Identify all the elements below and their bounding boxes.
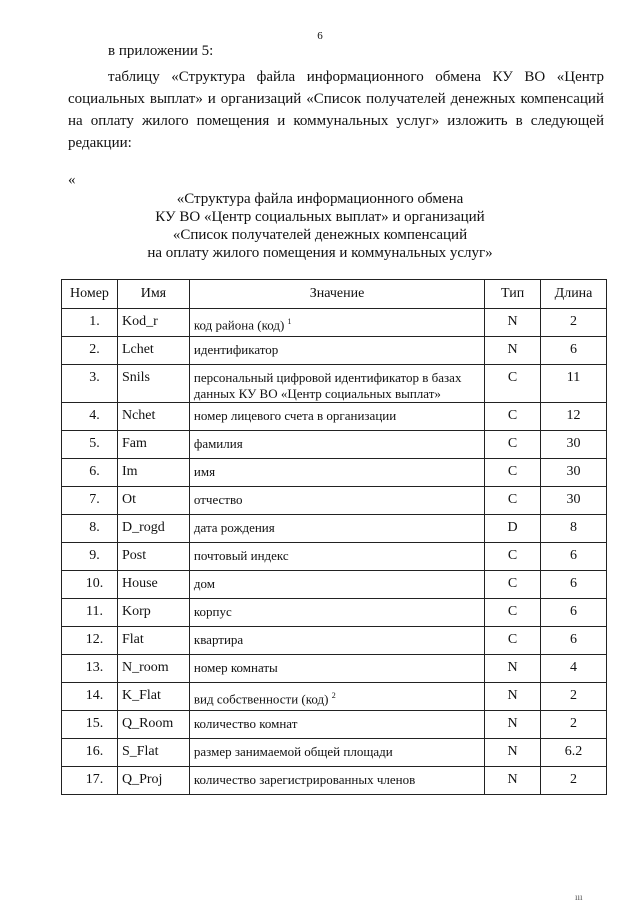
row-length [541,655,607,683]
row-value [189,365,484,403]
row-name [117,655,189,683]
row-length-text: 2 [570,716,578,731]
header-value: Значение [189,280,484,309]
row-number [62,515,118,543]
row-number-text: 1. [89,314,100,329]
row-value-text: количество комнат [193,716,298,731]
row-number [62,431,118,459]
row-name [117,431,189,459]
table-row [62,571,607,599]
table-title [0,190,640,262]
row-length [541,739,607,767]
row-number [62,487,118,515]
row-value [189,309,484,337]
opening-quote: « [68,172,76,188]
row-type [485,711,541,739]
row-name [117,767,189,795]
row-length-text: 6 [570,342,578,357]
row-name-text: Q_Room [121,716,174,731]
row-number-text: 7. [89,492,100,507]
row-type [485,739,541,767]
row-length-text: 11 [566,370,581,385]
row-length [541,543,607,571]
row-value [189,599,484,627]
row-type-text: N [507,688,518,703]
row-number [62,683,118,711]
row-name-text: Q_Proj [121,772,163,787]
row-name-text: Kod_r [121,314,158,329]
row-length [541,599,607,627]
row-type [485,403,541,431]
row-value [189,627,484,655]
row-length [541,627,607,655]
row-number-text: 10. [85,576,104,591]
row-type-text: N [507,716,518,731]
table-title-line: «Список получателей денежных компенсаций [172,227,468,243]
row-number-text: 16. [85,744,104,759]
row-number-text: 11. [85,604,103,619]
row-number-text: 8. [89,520,100,535]
row-number [62,459,118,487]
row-length [541,403,607,431]
row-value [189,543,484,571]
row-number [62,309,118,337]
row-name [117,627,189,655]
row-type-text: D [507,520,518,535]
row-value [189,459,484,487]
row-number [62,739,118,767]
row-type [485,337,541,365]
row-number-text: 4. [89,408,100,423]
row-name [117,403,189,431]
row-name [117,571,189,599]
row-name [117,365,189,403]
row-value-text: размер занимаемой общей площади [193,744,393,759]
row-value-text: идентификатор [193,342,279,357]
row-type-text: C [507,576,518,591]
row-name-text: Post [121,548,147,563]
table-row [62,739,607,767]
row-name-text: K_Flat [121,688,161,703]
row-type [485,309,541,337]
row-value-text: почтовый индекс [193,548,289,563]
row-length-text: 6.2 [564,744,583,759]
row-length-text: 30 [566,464,581,479]
row-type [485,487,541,515]
row-length-text: 6 [570,576,578,591]
row-name-text: Flat [121,632,144,647]
intro-line-1: в приложении 5: [108,43,214,59]
row-name-text: Ot [121,492,136,507]
header-type: Тип [485,280,541,309]
row-number-text: 14. [85,688,104,703]
table-row [62,365,607,403]
row-number [62,543,118,571]
row-value [189,711,484,739]
row-number [62,627,118,655]
row-value-text: фамилия [193,436,243,451]
row-value-text: номер лицевого счета в организации [193,408,397,423]
row-name [117,337,189,365]
table-row [62,515,607,543]
row-name [117,683,189,711]
row-length [541,767,607,795]
table-row [62,599,607,627]
row-length-text: 8 [570,520,578,535]
row-name-text: Lchet [121,342,154,357]
row-length [541,337,607,365]
row-length-text: 6 [570,632,578,647]
row-type [485,599,541,627]
row-value [189,337,484,365]
row-type-text: C [507,436,518,451]
row-type [485,627,541,655]
row-name [117,515,189,543]
row-name [117,599,189,627]
row-length-text: 12 [566,408,581,423]
row-number [62,767,118,795]
row-name-text: Fam [121,436,147,451]
table-row [62,337,607,365]
row-value-text: номер комнаты [193,660,278,675]
row-value [189,571,484,599]
row-length-text: 2 [570,314,578,329]
row-name-text: Nchet [121,408,156,423]
row-type [485,365,541,403]
row-type-text: C [507,408,518,423]
row-value [189,655,484,683]
corner-mark: ııı [575,892,583,902]
row-value-text: персональный цифровой идентификатор в базах данных КУ ВО «Центр социальных выплат» [193,370,462,401]
row-name [117,543,189,571]
row-type [485,683,541,711]
row-name-text: S_Flat [121,744,159,759]
row-name [117,459,189,487]
row-name-text: Snils [121,370,150,385]
row-value [189,403,484,431]
row-type [485,543,541,571]
row-name-text: Korp [121,604,151,619]
row-number-text: 5. [89,436,100,451]
row-length [541,459,607,487]
row-type [485,571,541,599]
row-type [485,431,541,459]
row-name [117,739,189,767]
row-length [541,515,607,543]
table-header-row [62,280,607,309]
row-type [485,515,541,543]
row-value [189,767,484,795]
row-number-text: 12. [85,632,104,647]
row-value-text: вид собственности (код) [193,691,329,707]
header-length: Длина [541,280,607,309]
row-type-text: C [507,604,518,619]
row-value [189,515,484,543]
page-number: 6 [317,30,323,42]
row-value [189,739,484,767]
row-number-text: 6. [89,464,100,479]
table-row [62,683,607,711]
header-number: Номер [62,280,118,309]
row-type-text: C [507,464,518,479]
row-length [541,431,607,459]
row-length [541,365,607,403]
row-number [62,403,118,431]
file-structure-table [61,279,607,795]
row-number-text: 9. [89,548,100,563]
row-number [62,599,118,627]
row-type [485,767,541,795]
row-type-text: C [507,548,518,563]
row-name-text: D_rogd [121,520,165,535]
row-number [62,571,118,599]
table-row [62,431,607,459]
row-number-text: 17. [85,772,104,787]
row-type [485,655,541,683]
table-title-line: «Структура файла информационного обмена [176,191,464,207]
row-name [117,309,189,337]
row-type-text: N [507,660,518,675]
table-row [62,767,607,795]
row-length [541,571,607,599]
row-length-text: 30 [566,436,581,451]
row-type-text: C [507,632,518,647]
row-length-text: 30 [566,492,581,507]
row-number-text: 2. [89,342,100,357]
row-type-text: N [507,772,518,787]
row-value [189,683,484,711]
row-length-text: 2 [570,772,578,787]
row-number [62,337,118,365]
table-title-line: на оплату жилого помещения и коммунальных услуг» [147,245,493,261]
table-row [62,543,607,571]
table-row [62,459,607,487]
table-row [62,655,607,683]
footnote-marker: 1 [287,317,292,326]
intro-paragraph: таблицу «Структура файла информационного обмена КУ ВО «Центр социальных выплат» и организаций «Список получателей денежных компенсаций на оплату жилого помещения и коммунальных услуг» изложить в следующей редакции: [68,69,604,151]
row-length [541,487,607,515]
row-number [62,365,118,403]
header-name: Имя [117,280,189,309]
row-length [541,683,607,711]
row-name-text: Im [121,464,138,479]
footnote-marker: 2 [331,691,336,700]
row-length-text: 4 [570,660,578,675]
row-type-text: C [507,370,518,385]
row-value-text: дата рождения [193,520,275,535]
table-row [62,487,607,515]
table-row [62,403,607,431]
row-value-text: имя [193,464,216,479]
row-value-text: корпус [193,604,232,619]
row-length-text: 6 [570,604,578,619]
row-name-text: N_room [121,660,169,675]
row-length [541,711,607,739]
row-length [541,309,607,337]
row-value-text: код района (код) [193,317,285,333]
row-value [189,431,484,459]
row-name-text: House [121,576,158,591]
table-row [62,711,607,739]
row-length-text: 2 [570,688,578,703]
row-type-text: N [507,342,518,357]
row-number [62,655,118,683]
row-type-text: C [507,492,518,507]
table-row [62,627,607,655]
row-value-text: отчество [193,492,243,507]
row-value-text: дом [193,576,215,591]
row-number-text: 3. [89,370,100,385]
row-type [485,459,541,487]
row-value [189,487,484,515]
row-type-text: N [507,744,518,759]
row-type-text: N [507,314,518,329]
row-number-text: 15. [85,716,104,731]
row-length-text: 6 [570,548,578,563]
row-name [117,487,189,515]
row-name [117,711,189,739]
table-title-line: КУ ВО «Центр социальных выплат» и организаций [155,209,485,225]
row-value-text: количество зарегистрированных членов [193,772,416,787]
row-value-text: квартира [193,632,244,647]
row-number-text: 13. [85,660,104,675]
table-row [62,309,607,337]
row-number [62,711,118,739]
